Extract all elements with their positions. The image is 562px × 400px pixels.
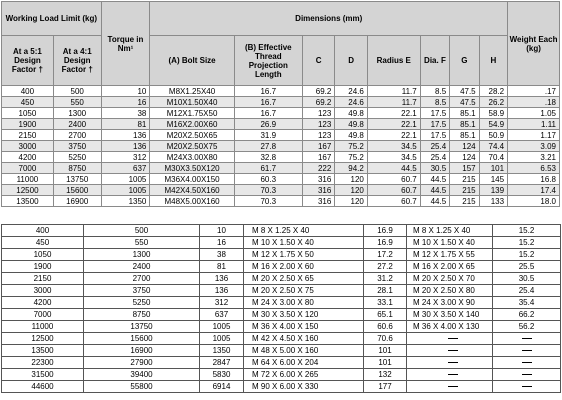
weight-cell: 17.4	[508, 185, 560, 196]
thread-length-cell: 61.7	[234, 163, 302, 174]
radius-e-cell: 60.7	[367, 174, 420, 185]
thread-length-cell: 17.2	[364, 249, 407, 261]
weight-header: Weight Each (kg)	[508, 2, 560, 86]
dim-d-cell: 49.8	[335, 108, 368, 119]
wll-4-cell: 550	[84, 237, 200, 249]
torque-cell: 136	[101, 130, 150, 141]
torque-cell: 136	[200, 285, 244, 297]
thread-length-cell: 16.7	[234, 97, 302, 108]
dash-icon	[522, 362, 532, 363]
bolt-size-cell: M 20 X 2.50 X 65	[244, 273, 364, 285]
weight-cell: 16.8	[508, 174, 560, 185]
bolt-size-cell: M24X3.00X80	[150, 152, 234, 163]
bolt-size-table	[1, 224, 561, 393]
wll-5-cell: 13500	[2, 196, 54, 207]
alt-bolt-size-cell	[407, 333, 493, 345]
bolt-size-cell: M 30 X 3.50 X 120	[244, 309, 364, 321]
wll-4-cell: 3750	[84, 285, 200, 297]
thread-length-cell: 65.1	[364, 309, 407, 321]
alt-bolt-size-cell: M 10 X 1.50 X 40	[407, 237, 493, 249]
working-load-limit-header: Working Load Limit (kg)	[2, 2, 102, 36]
dim-d-cell: 24.6	[335, 97, 368, 108]
dim-g-cell: 85.1	[450, 119, 479, 130]
dim-d-cell: 75.2	[335, 152, 368, 163]
radius-e-cell: 22.1	[367, 119, 420, 130]
wll-5-cell: 3000	[2, 285, 84, 297]
wll-5-cell: 400	[2, 86, 54, 97]
dim-h-cell: 74.4	[479, 141, 507, 152]
wll-4-cell: 1300	[84, 249, 200, 261]
thread-length-cell: 60.3	[234, 174, 302, 185]
wll-4-cell: 2700	[84, 273, 200, 285]
dim-h-cell: 50.9	[479, 130, 507, 141]
wll-5-cell: 31500	[2, 369, 84, 381]
thread-length-cell: 16.7	[234, 86, 302, 97]
alt-length-cell	[493, 333, 561, 345]
wll-5-cell: 3000	[2, 141, 54, 152]
torque-cell: 16	[200, 237, 244, 249]
torque-cell: 1005	[101, 185, 150, 196]
bolt-size-cell: M42X4.50X160	[150, 185, 234, 196]
thread-length-cell: 132	[364, 369, 407, 381]
alt-length-cell: 25.4	[493, 285, 561, 297]
alt-bolt-size-cell: M 16 X 2.00 X 65	[407, 261, 493, 273]
wll-4-cell: 8750	[84, 309, 200, 321]
dim-d-cell: 49.8	[335, 130, 368, 141]
bolt-size-cell: M 10 X 1.50 X 40	[244, 237, 364, 249]
radius-e-cell: 34.5	[367, 152, 420, 163]
table-row	[2, 321, 561, 333]
wll-4-cell: 16900	[84, 345, 200, 357]
dim-h-cell: 139	[479, 185, 507, 196]
bolt-size-cell: M30X3.50X120	[150, 163, 234, 174]
dash-icon	[448, 386, 458, 387]
wll-4-cell: 2400	[53, 119, 101, 130]
dim-g-cell: 215	[450, 185, 479, 196]
dash-icon	[448, 350, 458, 351]
radius-e-cell: 34.5	[367, 141, 420, 152]
weight-cell: .18	[508, 97, 560, 108]
dim-g-cell: 124	[450, 141, 479, 152]
wll-4-cell: 55800	[84, 381, 200, 393]
radius-e-header: Radius E	[367, 36, 420, 86]
dash-icon	[522, 386, 532, 387]
wll-4-cell: 5250	[53, 152, 101, 163]
alt-length-cell: 35.4	[493, 297, 561, 309]
dash-icon	[448, 338, 458, 339]
thread-length-cell: 32.8	[234, 152, 302, 163]
dim-c-cell: 123	[302, 108, 335, 119]
torque-cell: 312	[200, 297, 244, 309]
dia-f-cell: 30.5	[420, 163, 449, 174]
alt-bolt-size-cell	[407, 345, 493, 357]
table-row	[2, 119, 560, 130]
dim-c-cell: 222	[302, 163, 335, 174]
dim-h-cell: 70.4	[479, 152, 507, 163]
dash-icon	[522, 374, 532, 375]
torque-cell: 81	[200, 261, 244, 273]
torque-cell: 1005	[200, 321, 244, 333]
table-row	[2, 249, 561, 261]
table-row	[2, 273, 561, 285]
wll-5-cell: 11000	[2, 174, 54, 185]
thread-length-cell: 16.7	[234, 108, 302, 119]
bolt-size-cell: M16X2.00X60	[150, 119, 234, 130]
alt-length-cell	[493, 357, 561, 369]
radius-e-cell: 22.1	[367, 108, 420, 119]
dash-icon	[448, 374, 458, 375]
table-row	[2, 196, 560, 207]
dash-icon	[448, 362, 458, 363]
wll-4-cell: 15600	[84, 333, 200, 345]
dim-c-cell: 69.2	[302, 97, 335, 108]
weight-cell: 18.0	[508, 196, 560, 207]
dim-c-cell: 316	[302, 174, 335, 185]
wll-5-cell: 1050	[2, 249, 84, 261]
wll-5-cell: 450	[2, 97, 54, 108]
table-row	[2, 237, 561, 249]
alt-bolt-size-cell: M 20 X 2.50 X 70	[407, 273, 493, 285]
torque-cell: 1005	[101, 174, 150, 185]
dim-h-cell: 101	[479, 163, 507, 174]
bolt-size-cell: M 8 X 1.25 X 40	[244, 225, 364, 237]
dim-h-cell: 54.9	[479, 119, 507, 130]
dim-c-cell: 167	[302, 141, 335, 152]
bolt-size-cell: M 36 X 4.00 X 150	[244, 321, 364, 333]
dia-f-cell: 25.4	[420, 141, 449, 152]
torque-cell: 6914	[200, 381, 244, 393]
thread-length-cell: 101	[364, 345, 407, 357]
weight-cell: 1.17	[508, 130, 560, 141]
wll-4-cell: 13750	[84, 321, 200, 333]
thread-length-cell: 101	[364, 357, 407, 369]
thread-length-cell: 33.1	[364, 297, 407, 309]
dia-f-cell: 44.5	[420, 174, 449, 185]
dia-f-cell: 25.4	[420, 152, 449, 163]
bolt-size-cell: M36X4.00X150	[150, 174, 234, 185]
bolt-size-cell: M 64 X 6.00 X 204	[244, 357, 364, 369]
wll-5-cell: 7000	[2, 309, 84, 321]
dimensions-table	[1, 1, 560, 207]
wll-5-cell: 4200	[2, 297, 84, 309]
thread-length-cell: 26.9	[234, 119, 302, 130]
alt-bolt-size-cell: M 12 X 1.75 X 55	[407, 249, 493, 261]
wll-5-cell: 7000	[2, 163, 54, 174]
torque-cell: 81	[101, 119, 150, 130]
torque-cell: 1350	[200, 345, 244, 357]
dim-d-cell: 120	[335, 196, 368, 207]
table-row	[2, 261, 561, 273]
wll-4-cell: 3750	[53, 141, 101, 152]
dim-g-cell: 215	[450, 196, 479, 207]
torque-cell: 136	[200, 273, 244, 285]
wll-4-cell: 16900	[53, 196, 101, 207]
table-row	[2, 285, 561, 297]
dim-d-cell: 94.2	[335, 163, 368, 174]
wll-5-cell: 13500	[2, 345, 84, 357]
alt-bolt-size-cell: M 20 X 2.50 X 80	[407, 285, 493, 297]
dim-d-cell: 75.2	[335, 141, 368, 152]
dim-g-cell: 85.1	[450, 130, 479, 141]
torque-cell: 5830	[200, 369, 244, 381]
table-row	[2, 309, 561, 321]
table-row	[2, 381, 561, 393]
bolt-size-cell: M 72 X 6.00 X 265	[244, 369, 364, 381]
torque-cell: 637	[101, 163, 150, 174]
dia-f-header: Dia. F	[420, 36, 449, 86]
bolt-size-cell: M 48 X 5.00 X 160	[244, 345, 364, 357]
thread-length-header: (B) Effective Thread Projection Length	[234, 36, 302, 86]
bolt-size-cell: M 20 X 2.50 X 75	[244, 285, 364, 297]
table-row	[2, 345, 561, 357]
weight-cell: 1.11	[508, 119, 560, 130]
table-row	[2, 297, 561, 309]
thread-length-cell: 31.9	[234, 130, 302, 141]
dim-g-cell: 47.5	[450, 97, 479, 108]
design-factor-4-header: At a 4:1 Design Factor †	[53, 36, 101, 86]
alt-length-cell: 25.5	[493, 261, 561, 273]
radius-e-cell: 11.7	[367, 97, 420, 108]
dim-g-cell: 85.1	[450, 108, 479, 119]
wll-5-cell: 1900	[2, 261, 84, 273]
alt-length-cell: 15.2	[493, 225, 561, 237]
alt-length-cell: 66.2	[493, 309, 561, 321]
table-row	[2, 130, 560, 141]
wll-4-cell: 39400	[84, 369, 200, 381]
wll-5-cell: 400	[2, 225, 84, 237]
bolt-size-cell: M12X1.75X50	[150, 108, 234, 119]
dia-f-cell: 17.5	[420, 130, 449, 141]
bolt-size-header: (A) Bolt Size	[150, 36, 234, 86]
dim-g-cell: 124	[450, 152, 479, 163]
bolt-size-cell: M48X5.00X160	[150, 196, 234, 207]
torque-cell: 136	[101, 141, 150, 152]
dim-g-cell: 157	[450, 163, 479, 174]
wll-5-cell: 2150	[2, 130, 54, 141]
alt-length-cell: 30.5	[493, 273, 561, 285]
wll-5-cell: 450	[2, 237, 84, 249]
dim-c-cell: 69.2	[302, 86, 335, 97]
torque-cell: 38	[101, 108, 150, 119]
dim-h-cell: 133	[479, 196, 507, 207]
thread-length-cell: 16.9	[364, 237, 407, 249]
wll-5-cell: 4200	[2, 152, 54, 163]
wll-5-cell: 1050	[2, 108, 54, 119]
wll-4-cell: 27900	[84, 357, 200, 369]
torque-cell: 16	[101, 97, 150, 108]
bolt-size-cell: M8X1.25X40	[150, 86, 234, 97]
alt-bolt-size-cell: M 30 X 3.50 X 140	[407, 309, 493, 321]
table-row	[2, 108, 560, 119]
dim-h-cell: 145	[479, 174, 507, 185]
torque-cell: 38	[200, 249, 244, 261]
dim-d-cell: 120	[335, 185, 368, 196]
weight-cell: 3.09	[508, 141, 560, 152]
dim-d-header: D	[335, 36, 368, 86]
thread-length-cell: 177	[364, 381, 407, 393]
bolt-size-cell: M10X1.50X40	[150, 97, 234, 108]
table-row	[2, 225, 561, 237]
wll-4-cell: 500	[84, 225, 200, 237]
bolt-size-cell: M 42 X 4.50 X 160	[244, 333, 364, 345]
wll-4-cell: 13750	[53, 174, 101, 185]
alt-length-cell	[493, 381, 561, 393]
radius-e-cell: 60.7	[367, 185, 420, 196]
wll-5-cell: 44600	[2, 381, 84, 393]
torque-cell: 312	[101, 152, 150, 163]
bolt-size-cell: M 24 X 3.00 X 80	[244, 297, 364, 309]
thread-length-cell: 70.3	[234, 185, 302, 196]
thread-length-cell: 70.6	[364, 333, 407, 345]
weight-cell: 6.53	[508, 163, 560, 174]
wll-5-cell: 22300	[2, 357, 84, 369]
dim-g-header: G	[450, 36, 479, 86]
wll-4-cell: 15600	[53, 185, 101, 196]
thread-length-cell: 31.2	[364, 273, 407, 285]
wll-5-cell: 1900	[2, 119, 54, 130]
weight-cell: 3.21	[508, 152, 560, 163]
torque-header: Torque in Nm¹	[101, 2, 150, 86]
wll-4-cell: 500	[53, 86, 101, 97]
thread-length-cell: 70.3	[234, 196, 302, 207]
weight-cell: .17	[508, 86, 560, 97]
table-row	[2, 369, 561, 381]
dim-c-cell: 123	[302, 119, 335, 130]
alt-bolt-size-cell	[407, 369, 493, 381]
table-row	[2, 357, 561, 369]
torque-cell: 637	[200, 309, 244, 321]
weight-cell: 1.05	[508, 108, 560, 119]
thread-length-cell: 60.6	[364, 321, 407, 333]
thread-length-cell: 27.8	[234, 141, 302, 152]
thread-length-cell: 28.1	[364, 285, 407, 297]
dia-f-cell: 44.5	[420, 196, 449, 207]
dim-h-cell: 28.2	[479, 86, 507, 97]
bolt-size-cell: M 16 X 2.00 X 60	[244, 261, 364, 273]
torque-cell: 10	[101, 86, 150, 97]
dim-h-cell: 26.2	[479, 97, 507, 108]
radius-e-cell: 11.7	[367, 86, 420, 97]
design-factor-5-header: At a 5:1 Design Factor †	[2, 36, 54, 86]
dim-g-cell: 47.5	[450, 86, 479, 97]
wll-5-cell: 12500	[2, 333, 84, 345]
dim-g-cell: 215	[450, 174, 479, 185]
wll-5-cell: 11000	[2, 321, 84, 333]
dim-c-header: C	[302, 36, 335, 86]
dim-d-cell: 49.8	[335, 119, 368, 130]
dash-icon	[522, 338, 532, 339]
table-row	[2, 141, 560, 152]
dim-c-cell: 167	[302, 152, 335, 163]
alt-bolt-size-cell: M 8 X 1.25 X 40	[407, 225, 493, 237]
wll-4-cell: 8750	[53, 163, 101, 174]
radius-e-cell: 60.7	[367, 196, 420, 207]
wll-4-cell: 1300	[53, 108, 101, 119]
torque-cell: 2847	[200, 357, 244, 369]
dim-h-header: H	[479, 36, 507, 86]
alt-length-cell: 15.2	[493, 237, 561, 249]
radius-e-cell: 44.5	[367, 163, 420, 174]
wll-4-cell: 550	[53, 97, 101, 108]
wll-4-cell: 2400	[84, 261, 200, 273]
table-row	[2, 163, 560, 174]
dia-f-cell: 44.5	[420, 185, 449, 196]
dim-d-cell: 120	[335, 174, 368, 185]
radius-e-cell: 22.1	[367, 130, 420, 141]
table-row	[2, 333, 561, 345]
alt-bolt-size-cell	[407, 357, 493, 369]
torque-cell: 1005	[200, 333, 244, 345]
alt-bolt-size-cell: M 24 X 3.00 X 90	[407, 297, 493, 309]
alt-bolt-size-cell: M 36 X 4.00 X 130	[407, 321, 493, 333]
alt-length-cell: 15.2	[493, 249, 561, 261]
dia-f-cell: 8.5	[420, 97, 449, 108]
wll-4-cell: 2700	[53, 130, 101, 141]
bolt-size-cell: M 12 X 1.75 X 50	[244, 249, 364, 261]
dim-c-cell: 316	[302, 185, 335, 196]
thread-length-cell: 27.2	[364, 261, 407, 273]
dimensions-header: Dimensions (mm)	[150, 2, 508, 36]
bolt-size-cell: M 90 X 6.00 X 330	[244, 381, 364, 393]
torque-cell: 1350	[101, 196, 150, 207]
wll-5-cell: 12500	[2, 185, 54, 196]
dash-icon	[522, 350, 532, 351]
table-row	[2, 185, 560, 196]
table-row	[2, 152, 560, 163]
dim-c-cell: 316	[302, 196, 335, 207]
bolt-size-cell: M20X2.50X65	[150, 130, 234, 141]
dim-h-cell: 58.9	[479, 108, 507, 119]
thread-length-cell: 16.9	[364, 225, 407, 237]
alt-length-cell	[493, 345, 561, 357]
wll-4-cell: 5250	[84, 297, 200, 309]
dim-d-cell: 24.6	[335, 86, 368, 97]
torque-cell: 10	[200, 225, 244, 237]
alt-bolt-size-cell	[407, 381, 493, 393]
table-row	[2, 86, 560, 97]
alt-length-cell: 56.2	[493, 321, 561, 333]
table-row	[2, 174, 560, 185]
wll-5-cell: 2150	[2, 273, 84, 285]
alt-length-cell	[493, 369, 561, 381]
dim-c-cell: 123	[302, 130, 335, 141]
table-row	[2, 97, 560, 108]
bolt-size-cell: M20X2.50X75	[150, 141, 234, 152]
dia-f-cell: 8.5	[420, 86, 449, 97]
dia-f-cell: 17.5	[420, 119, 449, 130]
dia-f-cell: 17.5	[420, 108, 449, 119]
